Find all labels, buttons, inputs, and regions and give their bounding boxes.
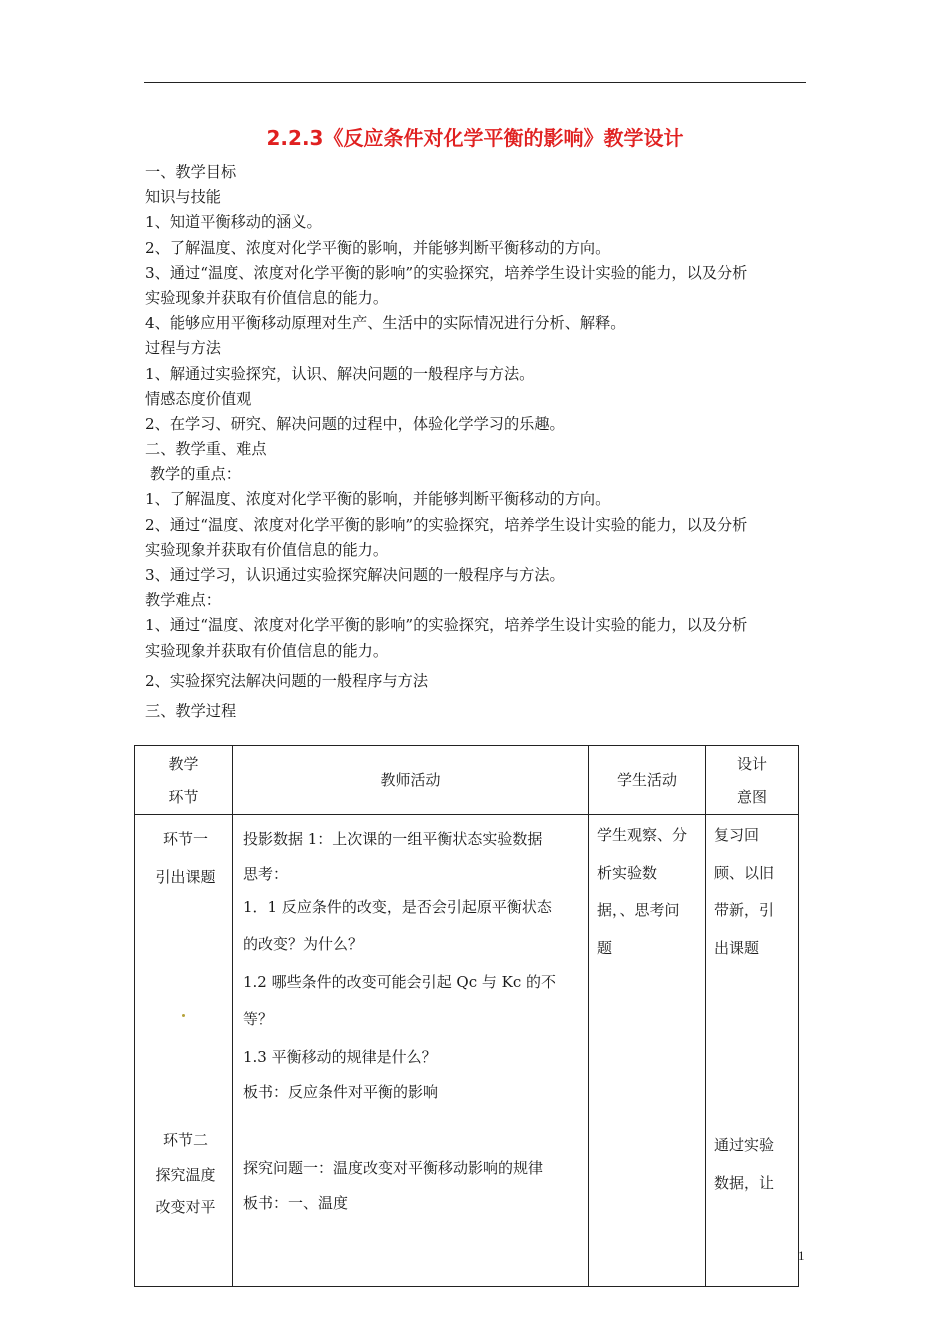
header-design-intent: 设计 意图	[706, 746, 799, 815]
paragraph: 1、了解温度、浓度对化学平衡的影响，并能够判断平衡移动的方向。	[145, 490, 611, 509]
section-heading-objectives: 一、教学目标	[145, 163, 237, 181]
paragraph: 1、知道平衡移动的涵义。	[145, 213, 322, 232]
subheading-difficulty: 教学难点：	[145, 591, 221, 610]
document-body	[145, 160, 810, 724]
paragraph: 2、了解温度、浓度对化学平衡的影响，并能够判断平衡移动的方向。	[145, 238, 611, 257]
design-intent-cell: 复习回 顾、以旧 带新，引 出课题 通过实验 数据，让	[706, 815, 799, 1287]
student-activity-cell: 学生观察、分 析实验数 据，、思考问 题	[589, 815, 706, 1287]
subheading-knowledge: 知识与技能	[145, 188, 221, 207]
paragraph: 1、通过“温度、浓度对化学平衡的影响”的实验探究，培养学生设计实验的能力，以及分析	[145, 616, 748, 635]
subheading-focus: 教学的重点：	[145, 465, 241, 484]
paragraph: 2、在学习、研究、解决问题的过程中，体验化学学习的乐趣。	[145, 414, 565, 433]
paragraph: 实验现象并获取有价值信息的能力。	[145, 288, 388, 307]
paragraph: 4、能够应用平衡移动原理对生产、生活中的实际情况进行分析、解释。	[145, 314, 626, 333]
paragraph: 3、通过学习，认识通过实验探究解决问题的一般程序与方法。	[145, 566, 565, 584]
stray-mark	[182, 1014, 185, 1017]
paragraph: 2、通过“温度、浓度对化学平衡的影响”的实验探究，培养学生设计实验的能力，以及分析	[145, 515, 748, 534]
header-stage: 教学 环节	[135, 746, 233, 815]
header-student-activity: 学生活动	[589, 746, 706, 815]
table-row	[135, 815, 799, 1287]
header-rule	[144, 82, 806, 83]
paragraph: 2、实验探究法解决问题的一般程序与方法	[145, 671, 429, 690]
paragraph: 3、通过“温度、浓度对化学平衡的影响”的实验探究，培养学生设计实验的能力，以及分析	[145, 263, 748, 282]
section-heading-process: 三、教学过程	[145, 701, 237, 720]
document-title: 2.2.3《反应条件对化学平衡的影响》教学设计	[266, 126, 684, 150]
subheading-values: 情感态度价值观	[145, 389, 252, 408]
teacher-activity-cell: 投影数据 1：上次课的一组平衡状态实验数据 思考： 1．1 反应条件的改变，是否会引起原平衡状态 的改变？为什么？ 1.2 哪些条件的改变可能会引起 Qc 与 Kc 的不 等？ 1.3 平衡移动的规律是什么？ 板书：反应条件对平衡的影响 探究问题一：温度改变对平衡移动影响的规律 板书：一、温度	[233, 815, 589, 1287]
paragraph: 1、解通过实验探究，认识、解决问题的一般程序与方法。	[145, 364, 535, 383]
header-teacher-activity: 教师活动	[233, 746, 589, 815]
teaching-process-table	[134, 745, 799, 1287]
page-number: 1	[798, 1248, 805, 1263]
stage-cell: 环节一 引出课题 环节二 探究温度 改变对平	[135, 815, 233, 1287]
section-heading-key-points: 二、教学重、难点	[145, 440, 267, 459]
paragraph: 实验现象并获取有价值信息的能力。	[145, 641, 388, 660]
paragraph: 实验现象并获取有价值信息的能力。	[145, 540, 388, 559]
table-header-row	[135, 746, 799, 815]
subheading-process: 过程与方法	[145, 339, 221, 358]
